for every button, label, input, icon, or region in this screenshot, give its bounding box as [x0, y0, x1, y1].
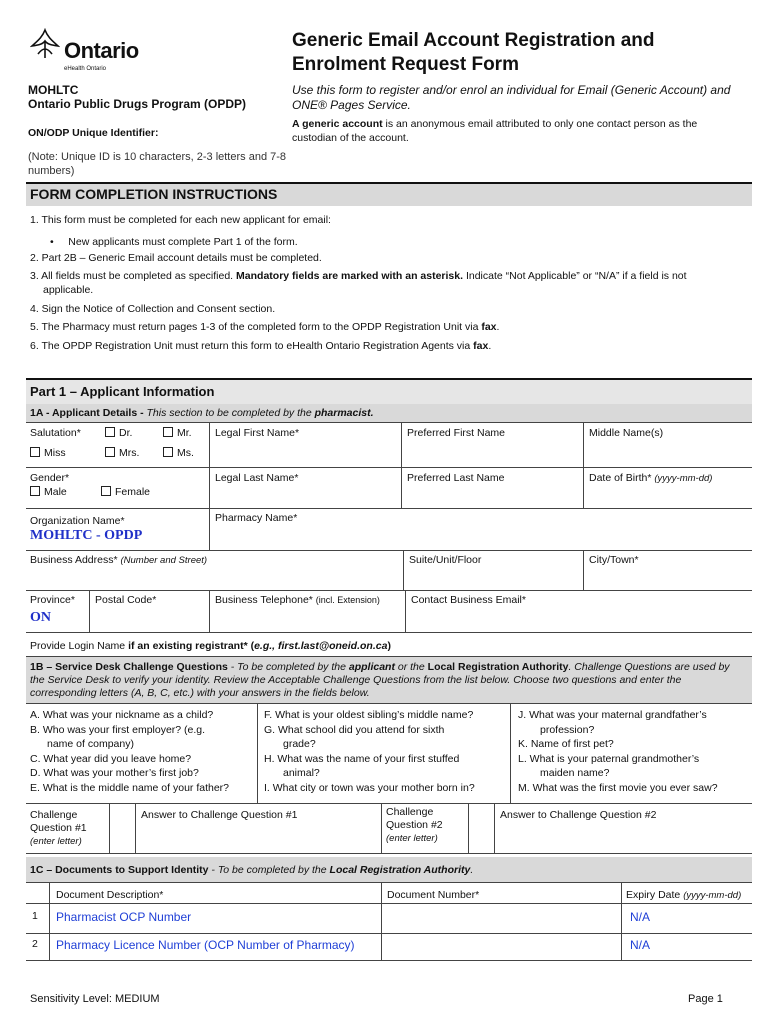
- unique-id-note: (Note: Unique ID is 10 characters, 2-3 letters and 7-8 numbers): [28, 151, 287, 177]
- instruction-1: 1. This form must be completed for each new applicant for email:: [30, 214, 331, 226]
- doc-row-number: 1: [32, 910, 38, 922]
- organization-name-value[interactable]: MOHLTC - OPDP: [30, 528, 143, 543]
- challenge-question-list-right: J. What was your maternal grandfather’s profession? K. Name of first pet? L. What is your paternal grandmother’s maiden name? M. What was the first movie you ever saw?: [518, 709, 718, 794]
- instructions-heading: FORM COMPLETION INSTRUCTIONS: [30, 186, 278, 202]
- checkbox[interactable]: [101, 486, 111, 496]
- challenge-question-1-letter-input[interactable]: [110, 804, 135, 852]
- program-name: Ontario Public Drugs Program (OPDP): [28, 97, 247, 111]
- postal-code-field[interactable]: Postal Code*: [95, 594, 157, 606]
- checkbox[interactable]: [163, 427, 173, 437]
- checkbox[interactable]: [30, 447, 40, 457]
- sensitivity-level: Sensitivity Level: MEDIUM: [30, 993, 160, 1005]
- doc-description-header: Document Description*: [56, 889, 164, 901]
- checkbox[interactable]: [105, 447, 115, 457]
- checkbox[interactable]: [105, 427, 115, 437]
- generic-account-text: is an anonymous email attributed to only one contact person as the custodian of the account.: [292, 118, 698, 144]
- salutation-mrs-option[interactable]: Mrs.: [105, 447, 139, 459]
- salutation-label: Salutation*: [30, 427, 81, 439]
- challenge-question-list-left: A. What was your nickname as a child? B. Who was your first employer? (e.g. name of company) C. What year did you leave home? D. What was your mother’s first job? E. What is the middle name of your father?: [30, 709, 230, 794]
- preferred-first-name-field[interactable]: Preferred First Name: [407, 427, 506, 439]
- page-number: Page 1: [688, 993, 723, 1005]
- form-title-line2: Enrolment Request Form: [292, 54, 519, 75]
- logo-subtext: eHealth Ontario: [64, 66, 107, 72]
- doc-row-description[interactable]: Pharmacy Licence Number (OCP Number of Pharmacy): [56, 938, 355, 952]
- preferred-last-name-field[interactable]: Preferred Last Name: [407, 472, 505, 484]
- pharmacy-name-field[interactable]: Pharmacy Name*: [215, 512, 298, 524]
- org-name: MOHLTC: [28, 83, 79, 97]
- instruction-3-cont: applicable.: [43, 284, 94, 296]
- gender-male-option[interactable]: Male: [30, 486, 67, 498]
- salutation-dr-option[interactable]: Dr.: [105, 427, 132, 439]
- instruction-4: 4. Sign the Notice of Collection and Consent section.: [30, 303, 276, 315]
- form-subtitle: Use this form to register and/or enrol an individual for Email (Generic Account) and ONE® Pages Service.: [292, 83, 731, 112]
- province-value[interactable]: ON: [30, 610, 51, 625]
- unique-id-label: ON/ODP Unique Identifier:: [28, 127, 159, 139]
- gender-female-option[interactable]: Female: [101, 486, 150, 498]
- instruction-2: 2. Part 2B – Generic Email account details must be completed.: [30, 252, 322, 264]
- doc-row-description[interactable]: Pharmacist OCP Number: [56, 910, 192, 924]
- doc-number-header: Document Number*: [387, 889, 480, 901]
- legal-last-name-field[interactable]: Legal Last Name*: [215, 472, 299, 484]
- challenge-question-2-label: Challenge Question #2 (enter letter): [386, 806, 443, 844]
- challenge-question-1-label: Challenge Question #1 (enter letter): [30, 809, 87, 847]
- business-telephone-field[interactable]: Business Telephone* (incl. Extension): [215, 594, 380, 606]
- answer-1-field[interactable]: Answer to Challenge Question #1: [141, 809, 298, 821]
- trillium-icon: [30, 28, 60, 62]
- legal-first-name-field[interactable]: Legal First Name*: [215, 427, 300, 439]
- gender-label: Gender*: [30, 472, 70, 484]
- date-of-birth-field[interactable]: Date of Birth* (yyyy-mm-dd): [589, 472, 713, 484]
- business-address-field[interactable]: Business Address* (Number and Street): [30, 554, 208, 566]
- doc-row-number: 2: [32, 938, 38, 950]
- doc-row-number-input[interactable]: [382, 904, 620, 932]
- generic-account-desc: [292, 117, 742, 145]
- ontario-logo: [30, 28, 140, 76]
- city-field[interactable]: City/Town*: [589, 554, 639, 566]
- challenge-question-2-letter-input[interactable]: [469, 804, 494, 852]
- instruction-5: 5. The Pharmacy must return pages 1-3 of the completed form to the OPDP Registration Unit via fax.: [30, 321, 500, 333]
- suite-field[interactable]: Suite/Unit/Floor: [409, 554, 482, 566]
- salutation-miss-option[interactable]: Miss: [30, 447, 66, 459]
- login-name-field[interactable]: Provide Login Name if an existing registrant* (e.g., first.last@oneid.on.ca): [30, 640, 391, 652]
- salutation-ms-option[interactable]: Ms.: [163, 447, 194, 459]
- section-1a-heading: 1A - Applicant Details - This section to be completed by the pharmacist.: [30, 407, 374, 419]
- logo-wordmark: Ontario: [64, 38, 139, 63]
- doc-expiry-header: Expiry Date (yyyy-mm-dd): [626, 889, 742, 901]
- section-1b-heading: 1B – Service Desk Challenge Questions - To be completed by the applicant or the Local Registration Authority. Challenge Questions are used by the Service Desk to verify your identity. Review the Acceptable Challenge Questions from the list below. Choose two questions and enter the corresponding letters (A, B, C, etc.) with your answers in the fields below.: [30, 661, 730, 699]
- middle-name-field[interactable]: Middle Name(s): [589, 427, 664, 439]
- checkbox[interactable]: [163, 447, 173, 457]
- part1-heading: Part 1 – Applicant Information: [30, 384, 215, 399]
- form-title-line1: Generic Email Account Registration and: [292, 30, 655, 51]
- checkbox[interactable]: [30, 486, 40, 496]
- challenge-question-list-middle: F. What is your oldest sibling’s middle name? G. What school did you attend for sixth grade? H. What was the name of your first stuffed animal? I. What city or town was your mother born in?: [264, 709, 475, 794]
- doc-row-expiry[interactable]: N/A: [630, 938, 651, 952]
- answer-2-field[interactable]: Answer to Challenge Question #2: [500, 809, 657, 821]
- generic-account-bold: A generic account: [292, 118, 383, 130]
- organization-name-label: Organization Name*: [30, 515, 125, 527]
- salutation-mr-option[interactable]: Mr.: [163, 427, 192, 439]
- section-1c-heading: 1C – Documents to Support Identity - To be completed by the Local Registration Authority.: [30, 864, 474, 876]
- instruction-1-bullet: • New applicants must complete Part 1 of the form.: [50, 236, 298, 248]
- doc-row-expiry[interactable]: N/A: [630, 910, 651, 924]
- province-label: Province*: [30, 594, 75, 606]
- contact-email-field[interactable]: Contact Business Email*: [411, 594, 526, 606]
- instruction-6: 6. The OPDP Registration Unit must return this form to eHealth Ontario Registration Agents via fax.: [30, 340, 492, 352]
- instruction-3: 3. All fields must be completed as specified. Mandatory fields are marked with an asterisk. Indicate “Not Applicable” or “N/A” if a field is not: [30, 270, 687, 282]
- doc-row-number-input[interactable]: [382, 934, 620, 959]
